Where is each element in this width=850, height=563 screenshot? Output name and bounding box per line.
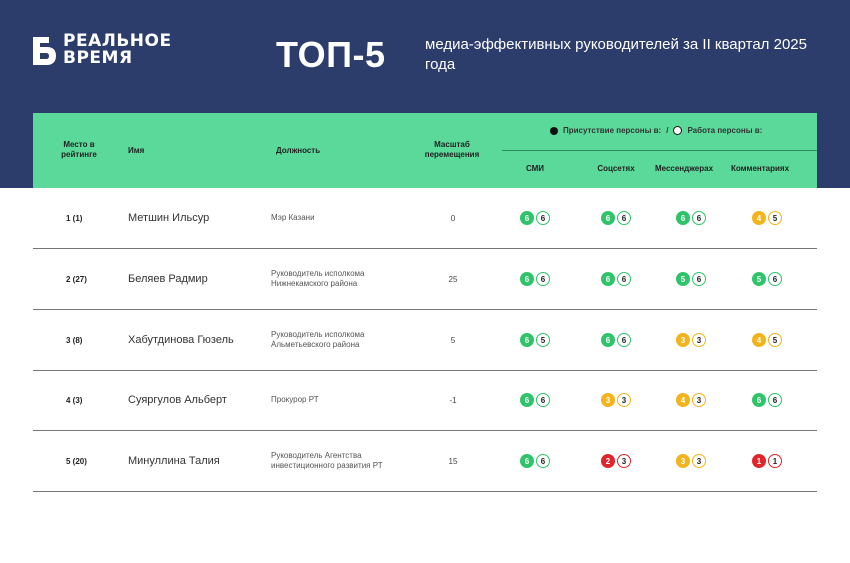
header-shift: Масштаб перемещения: [424, 140, 480, 159]
presence-dot-icon: [550, 127, 558, 135]
brand-logo[interactable]: [31, 33, 191, 69]
header-position: Должность: [276, 146, 321, 155]
page-title: ТОП-5: [276, 34, 386, 75]
presence-score-badge: 6: [520, 272, 534, 286]
row-name: Хабутдинова Гюзель: [128, 334, 234, 346]
table-row: [33, 188, 817, 249]
score-pair: [505, 249, 565, 309]
work-dot-icon: [673, 126, 682, 135]
legend-presence: Присутствие персоны в:: [563, 126, 662, 135]
header-channel-media: СМИ: [525, 164, 545, 173]
work-score-badge: 3: [617, 393, 631, 407]
work-score-badge: 3: [617, 454, 631, 468]
score-pair: [661, 249, 721, 309]
score-pair: [661, 370, 721, 430]
row-position: Руководитель исполкома Нижнекамского района: [271, 269, 365, 288]
brand-mark-icon: [31, 35, 57, 67]
row-position: Руководитель Агентства инвестиционного развития РТ: [271, 451, 383, 470]
score-pair: [505, 188, 565, 248]
brand-name: [63, 33, 172, 67]
score-pair: [737, 431, 797, 491]
work-score-badge: 1: [768, 454, 782, 468]
row-name: Минуллина Талия: [128, 455, 220, 467]
row-shift: 15: [448, 456, 458, 466]
work-score-badge: 6: [617, 211, 631, 225]
row-shift: 5: [450, 335, 456, 345]
presence-score-badge: 2: [601, 454, 615, 468]
row-rank: 4 (3): [66, 395, 83, 405]
row-shift: -1: [449, 395, 457, 405]
presence-score-badge: 5: [676, 272, 690, 286]
work-score-badge: 6: [768, 272, 782, 286]
work-score-badge: 6: [692, 272, 706, 286]
work-score-badge: 5: [768, 211, 782, 225]
row-name: Метшин Ильсур: [128, 212, 210, 224]
row-rank: 1 (1): [66, 213, 83, 223]
legend-work: Работа персоны в:: [687, 126, 763, 135]
row-shift: 0: [450, 213, 456, 223]
presence-score-badge: 3: [601, 393, 615, 407]
score-pair: [586, 370, 646, 430]
table-row: [33, 370, 817, 431]
row-name: Суяргулов Альберт: [128, 394, 227, 406]
header-channel-messengers: Мессенджерах: [654, 164, 714, 173]
score-pair: [586, 431, 646, 491]
presence-score-badge: 6: [601, 211, 615, 225]
work-score-badge: 6: [617, 333, 631, 347]
brand-line-1: РЕАЛЬНОЕ: [63, 31, 172, 51]
score-pair: [586, 188, 646, 248]
presence-score-badge: 1: [752, 454, 766, 468]
presence-score-badge: 6: [752, 393, 766, 407]
work-score-badge: 6: [536, 454, 550, 468]
score-pair: [737, 310, 797, 370]
score-pair: [737, 188, 797, 248]
work-score-badge: 6: [617, 272, 631, 286]
row-shift: 25: [448, 274, 458, 284]
legend-separator: /: [666, 126, 669, 135]
row-position: Руководитель исполкома Альметьевского района: [271, 330, 365, 349]
header-channel-comments: Комментариях: [730, 164, 790, 173]
presence-score-badge: 4: [752, 333, 766, 347]
presence-score-badge: 6: [520, 454, 534, 468]
score-pair: [586, 249, 646, 309]
row-position: Мэр Казани: [271, 213, 315, 222]
presence-score-badge: 6: [520, 333, 534, 347]
presence-score-badge: 4: [676, 393, 690, 407]
score-pair: [586, 310, 646, 370]
work-score-badge: 6: [536, 272, 550, 286]
presence-score-badge: 4: [752, 211, 766, 225]
work-score-badge: 5: [536, 333, 550, 347]
score-pair: [505, 310, 565, 370]
score-pair: [737, 249, 797, 309]
score-pair: [661, 310, 721, 370]
score-pair: [661, 431, 721, 491]
work-score-badge: 6: [768, 393, 782, 407]
work-score-badge: 6: [536, 393, 550, 407]
table-row: [33, 249, 817, 310]
presence-score-badge: 3: [676, 454, 690, 468]
row-name: Беляев Радмир: [128, 273, 208, 285]
header-channel-social: Соцсетях: [597, 164, 635, 173]
work-score-badge: 3: [692, 454, 706, 468]
score-pair: [661, 188, 721, 248]
row-rank: 3 (8): [66, 335, 83, 345]
header-rank: Место в рейтинге: [61, 140, 97, 159]
score-pair: [737, 370, 797, 430]
presence-score-badge: 6: [520, 393, 534, 407]
work-score-badge: 3: [692, 393, 706, 407]
presence-score-badge: 3: [676, 333, 690, 347]
presence-score-badge: 6: [520, 211, 534, 225]
work-score-badge: 6: [536, 211, 550, 225]
presence-score-badge: 6: [601, 272, 615, 286]
table-row: [33, 310, 817, 371]
table-row: [33, 431, 817, 492]
work-score-badge: 3: [692, 333, 706, 347]
presence-score-badge: 6: [676, 211, 690, 225]
row-position: Прокурор РТ: [271, 395, 319, 404]
row-rank: 5 (20): [66, 456, 87, 466]
brand-line-2: ВРЕМЯ: [63, 48, 133, 68]
score-pair: [505, 370, 565, 430]
page-subtitle: медиа-эффективных руководителей за II квартал 2025 года: [425, 36, 807, 73]
work-score-badge: 5: [768, 333, 782, 347]
header-name: Имя: [128, 146, 145, 155]
work-score-badge: 6: [692, 211, 706, 225]
score-pair: [505, 431, 565, 491]
row-rank: 2 (27): [66, 274, 87, 284]
presence-score-badge: 6: [601, 333, 615, 347]
presence-score-badge: 5: [752, 272, 766, 286]
legend: [550, 126, 762, 135]
header-divider: [502, 150, 817, 151]
